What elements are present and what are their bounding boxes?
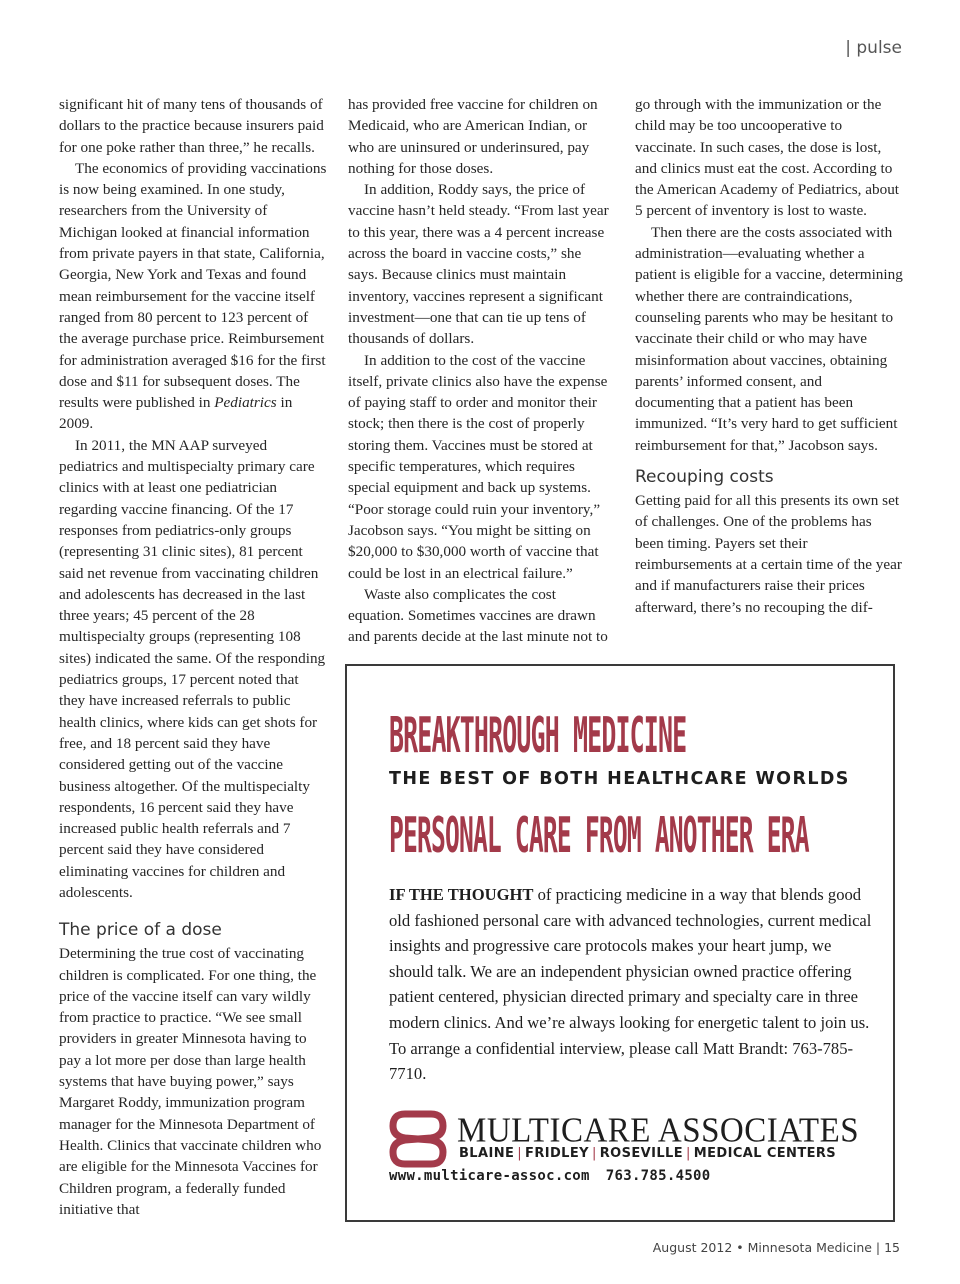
advertisement [345, 664, 895, 1222]
journal-title: Pediatrics [214, 394, 277, 412]
ad-body-copy: of practicing medicine in a way that blends good old fashioned personal care with advanced technologies, current medical insights and progressive care protocols makes your heart jump, we should talk. We are an independent physician owned practice offering patient centered, physician directed primary and specialty care in three modern clinics. And we’re always looking for energetic talent to join us. To arrange a confidential interview, please call Matt Brandt: 763-785-7710. [389, 885, 872, 1084]
paragraph: go through with the immunization or the child may be too uncooperative to vaccinate. In such cases, the dose is lost, and clinics must eat the cost. According to the American Academy of Pediatrics, about 5 percent of inventory is lost to waste. [635, 96, 900, 220]
paragraph-text: in 2009. [59, 394, 293, 433]
section-label: | pulse [845, 38, 902, 58]
article-column-2 [348, 94, 614, 648]
location-roseville: ROSEVILLE [599, 1146, 683, 1161]
ad-brand-name: MULTICARE ASSOCIATES [457, 1112, 860, 1150]
subheading-recouping-costs: Recouping costs [635, 467, 774, 488]
ad-body-lead: IF THE THOUGHT [389, 885, 534, 904]
paragraph: In addition to the cost of the vaccine itself, private clinics also have the expense of paying staff to order and monitor their stock; then there is the cost of properly storing them. Vaccines must be stored at specific temperatures, which requires special equipment and back up systems. “Poor storage could ruin your inventory,” Jacobson says. “You might be sitting on $20,000 to $30,000 worth of vaccine that could be lost in an electrical failure.” [348, 351, 608, 582]
ad-website[interactable]: www.multicare-assoc.com [389, 1168, 590, 1184]
ad-headline-personal-care: PERSONAL CARE FROM ANOTHER ERA [389, 806, 809, 864]
subheading-price-of-dose: The price of a dose [59, 920, 222, 941]
ad-headline-breakthrough: BREAKTHROUGH MEDICINE [389, 706, 687, 764]
ad-contact [389, 1168, 711, 1184]
article-column-1 [59, 94, 327, 1220]
location-fridley: FRIDLEY [525, 1146, 589, 1161]
location-blaine: BLAINE [459, 1146, 515, 1161]
paragraph: Waste also complicates the cost equation. Sometimes vaccines are drawn and parents decide at the last minute not to [348, 585, 608, 646]
multicare-logo-icon [387, 1108, 449, 1170]
paragraph: In 2011, the MN AAP surveyed pediatrics and multispecialty primary care clinics with at least one pediatrician regarding vaccine financing. Of the 17 responses from pediatrics-only groups (representing 31 clinic sites), 81 percent said net revenue from vaccinating children and adolescents has decreased in the last three years; 45 percent of the 28 multispecialty groups (representing 108 sites) indicated the same. Of the responding pediatrics groups, 17 percent noted that they have increased referrals to public health clinics, where kids can get shots for free, and 18 percent said they have considered getting out of the vaccine business altogether. Of the multispecialty respondents, 16 percent said they have increased public health referrals and 7 percent said they have considered eliminating vaccines for children and adolescents. [59, 436, 326, 901]
paragraph: Then there are the costs associated with administration—evaluating whether a patient is eligible for a vaccine, determining whether there are contraindications, counseling parents who may be hesitant to vaccinate their child or who may have misinformation about vaccines, obtaining parents’ informed consent, and documenting that a patient has been immunized. “It’s very hard to get sufficient reimbursement for that,” Jacobson says. [635, 223, 903, 454]
article-column-3 [635, 94, 903, 618]
paragraph: In addition, Roddy says, the price of vaccine hasn’t held steady. “From last year to this year, there was a 4 percent increase across the board in vaccine costs,” she says. Because clinics must maintain inventory, vaccines represent a significant investment—one that can tie up tens of thousands of dollars. [348, 181, 609, 348]
paragraph: has provided free vaccine for children on Medicaid, who are American Indian, or who are uninsured or underinsured, pay nothing for those doses. [348, 96, 598, 177]
ad-body-text [389, 882, 879, 1087]
medical-centers-label: MEDICAL CENTERS [693, 1146, 837, 1161]
ad-phone: 763.785.4500 [605, 1168, 711, 1184]
paragraph: Determining the true cost of vaccinating children is complicated. For one thing, the price of the vaccine itself can vary wildly from practice to practice. “We see small providers in greater Minnesota having to pay a lot more per dose than large health systems that have buying power,” says Margaret Roddy, immunization program manager for the Minnesota Department of Health. Clinics that vaccinate children who are eligible for the Minnesota Vaccines for Children program, a federally funded initiative that [59, 945, 322, 1218]
page-footer: August 2012 • Minnesota Medicine | 15 [652, 1240, 900, 1255]
paragraph [59, 158, 327, 435]
paragraph: significant hit of many tens of thousands of dollars to the practice because insurers paid for one poke rather than three,” he recalls. [59, 96, 324, 156]
ad-locations: BLAINE | FRIDLEY | ROSEVILLE | MEDICAL CENTERS [459, 1146, 837, 1161]
paragraph-text: The economics of providing vaccinations is now being examined. In one study, researchers from the University of Michigan looked at financial information from private payers in that state, California, Georgia, New York and Texas and found mean reimbursement for the vaccine itself ranged from 80 percent to 123 percent of the average purchase price. Reimbursement for administration averaged $16 for the first dose and $11 for subsequent doses. The results were published in [59, 159, 327, 412]
ad-tagline: THE BEST OF BOTH HEALTHCARE WORLDS [389, 769, 850, 789]
paragraph: Getting paid for all this presents its own set of challenges. One of the problems has been timing. Payers set their reimbursements at a certain time of the year and if manufacturers raise their prices afterward, there’s no recouping the dif- [635, 492, 902, 616]
